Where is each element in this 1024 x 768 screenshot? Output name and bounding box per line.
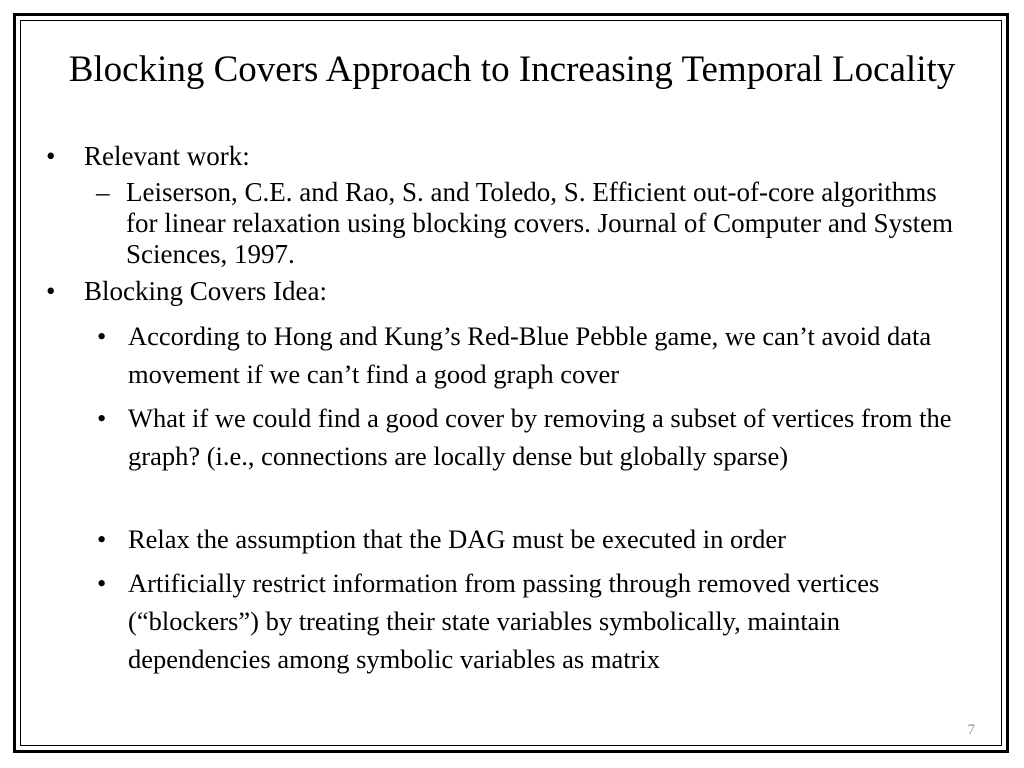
sub-bullet-text: Relax the assumption that the DAG must be executed in order bbox=[128, 524, 786, 554]
dash-marker: – bbox=[96, 177, 110, 207]
slide-title: Blocking Covers Approach to Increasing Temporal Locality bbox=[68, 49, 956, 90]
bullet-text: Blocking Covers Idea: bbox=[84, 276, 327, 306]
sub-bullet-citation bbox=[96, 177, 966, 270]
bullet-marker: • bbox=[46, 276, 56, 306]
page-number: 7 bbox=[967, 722, 975, 738]
citation-text: Leiserson, C.E. and Rao, S. and Toledo, S. Efficient out-of-core algorithms for linear relaxation using blocking covers. Journal of Computer and System Sciences, 1997. bbox=[126, 177, 954, 269]
bullet-marker: • bbox=[97, 321, 107, 351]
bullet-relevant-work bbox=[46, 141, 986, 172]
sub-bullet-relax-assumption bbox=[97, 520, 977, 558]
bullet-blocking-covers-idea bbox=[46, 276, 986, 307]
sub-bullet-text: What if we could find a good cover by removing a subset of vertices from the graph? (i.e., connections are locally dense but globally sparse) bbox=[128, 403, 952, 471]
bullet-marker: • bbox=[46, 141, 56, 171]
bullet-marker: • bbox=[97, 403, 107, 433]
sub-bullet-good-cover bbox=[97, 399, 977, 475]
sub-bullet-text: According to Hong and Kung’s Red-Blue Pebble game, we can’t avoid data movement if we can’t find a good graph cover bbox=[128, 321, 932, 389]
bullet-marker: • bbox=[97, 568, 107, 598]
sub-bullet-red-blue-pebble bbox=[97, 317, 977, 393]
bullet-marker: • bbox=[97, 524, 107, 554]
bullet-text: Relevant work: bbox=[84, 141, 250, 171]
sub-bullet-text: Artificially restrict information from passing through removed vertices (“blockers”) by treating their state variables symbolically, maintain dependencies among symbolic variables as matrix bbox=[128, 568, 880, 674]
sub-bullet-blockers bbox=[97, 564, 977, 678]
